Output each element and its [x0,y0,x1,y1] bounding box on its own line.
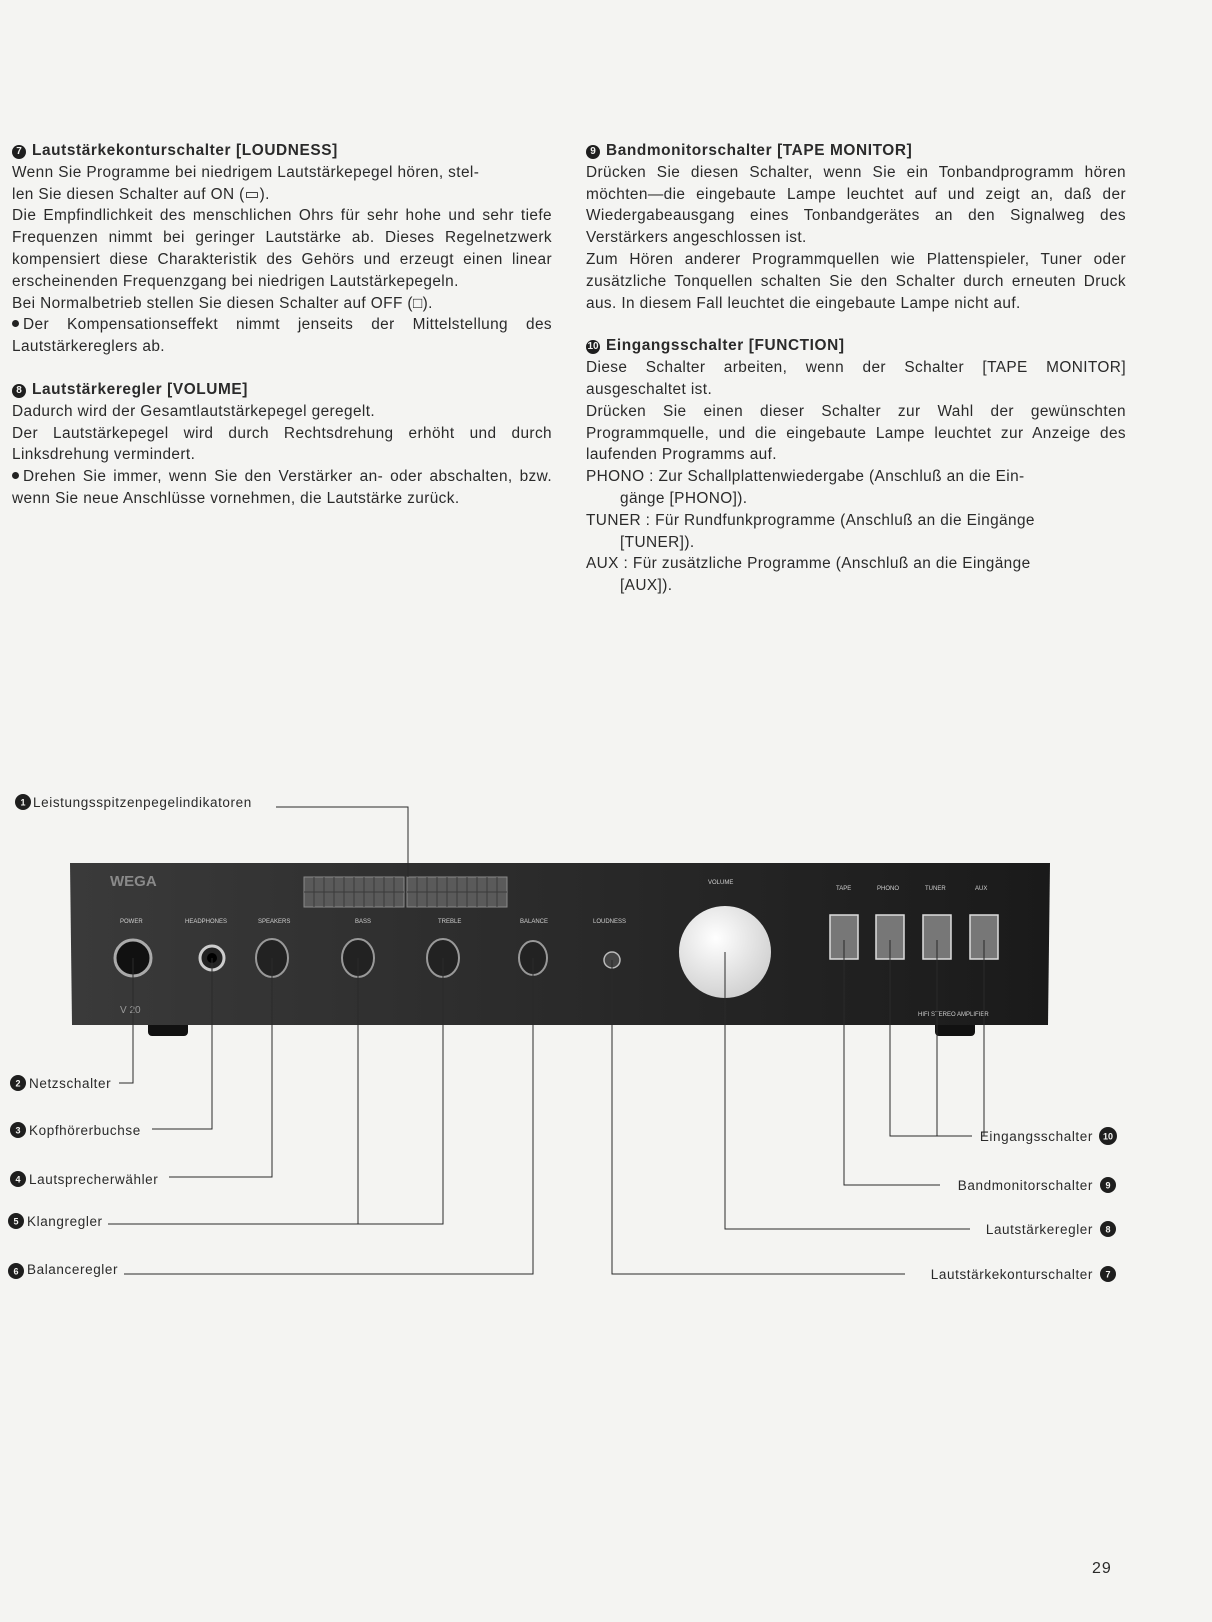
paragraph: Zum Hören anderer Programmquellen wie Plattenspieler, Tuner oder zusätzliche Tonquellen schalten Sie den Schalter durch erneuten Druck aus. In diesem Fall leuchtet die eingebaute Lampe nicht auf. [586,250,1126,312]
heading-tag: [TAPE MONITOR] [777,142,913,159]
callout-number: 6 [13,1266,19,1277]
item-text: Für Rundfunkprogramme (Anschluß an die Eingänge [655,511,1035,529]
bullet-icon [12,320,19,327]
callout-8 [986,1221,1116,1237]
item-text: Für zusätzliche Programme (Anschluß an die Eingänge [632,555,1031,573]
function-item-phono [586,466,1126,488]
bullet-text: Drehen Sie immer, wenn Sie den Verstärker an- oder abschalten, bzw. wenn Sie neue Anschlüsse vornehmen, die Lautstärke zurück. [12,468,552,507]
callout-5 [8,1213,103,1229]
model-label: V 20 [120,1005,141,1016]
heading-tag: [LOUDNESS] [236,142,338,159]
callout-2 [10,1075,111,1091]
panel-label-volume: VOLUME [708,880,734,886]
paragraph: len Sie diesen Schalter auf ON (▭). [12,185,270,203]
callout-label: Eingangsschalter [979,1129,1093,1144]
callout-number: 7 [1105,1269,1111,1280]
panel-badge: HIFI STEREO AMPLIFIER [918,1012,989,1018]
callout-10 [980,1127,1117,1145]
callout-label: Kopfhörerbuchse [29,1123,141,1138]
callout-number: 9 [1105,1180,1111,1191]
heading-tag: [VOLUME] [167,380,248,398]
panel-label-treble: TREBLE [438,919,462,925]
panel-label-phono: PHONO [877,886,900,892]
section-heading [12,140,552,162]
item-continuation: [AUX]). [620,577,673,595]
callout-1 [15,794,252,810]
bullet-text: Der Kompensationseffekt nimmt jenseits der Mittelstellung des Lautstärkereglers ab. [12,316,552,356]
panel-label-loudness: LOUDNESS [593,919,627,925]
heading-title: Eingangsschalter [606,337,744,355]
panel-label-tape: TAPE [836,886,852,892]
paragraph: Wenn Sie Programme bei niedrigem Lautstärkepegel hören, stel- [12,163,480,181]
right-column [586,140,1126,618]
item-text: Zur Schallplattenwiedergabe (Anschluß an die Ein- [658,468,1025,486]
item-continuation: gänge [PHONO]). [620,489,748,507]
callout-number: 4 [15,1174,21,1185]
item-key: TUNER : [586,511,651,529]
item-key: PHONO : [586,468,654,486]
function-item-tuner [586,510,1126,532]
paragraph: Drücken Sie diesen Schalter, wenn Sie ein Tonbandprogramm hören möchten—die eingebaute Lampe leuchtet auf und zeigt an, daß der Wiedergabeausgang eines Tonbandgerätes an den Signalweg des Verstärkers angeschlossen ist. [586,163,1126,247]
heading-title: Lautstärkekonturschalter [32,142,232,159]
callout-label: Netzschalter [29,1076,112,1091]
callout-number: 5 [13,1216,19,1227]
item-number: 7 [12,145,26,159]
section-heading [586,335,1126,357]
panel-label-aux: AUX [975,886,988,892]
callout-number: 10 [1102,1131,1114,1142]
paragraph: Die Empfindlichkeit des menschlichen Ohrs für sehr hohe und sehr tiefe Frequenzen nimmt bei geringer Lautstärke ab. Dieses Regelnetzwerk kompensiert diese Charakteristik des Gehörs und erzeugt einen linear erscheinenden Frequenzgang bei niedrigen Lautstärkepegeln. [12,207,552,290]
bullet-paragraph [12,466,552,510]
heading-tag: [FUNCTION] [748,337,845,355]
paragraph: Bei Normalbetrieb stellen Sie diesen Schalter auf OFF (□). [12,294,433,312]
page-number: 29 [1092,1560,1112,1577]
panel-label-tuner: TUNER [925,886,946,892]
item-continuation: [TUNER]). [620,533,695,551]
callout-label: Lautstärkekonturschalter [930,1267,1093,1282]
paragraph: Dadurch wird der Gesamtlautstärkepegel geregelt. [12,402,376,420]
item-key: AUX : [586,555,629,573]
section-heading [12,379,552,401]
panel-label-headphones: HEADPHONES [185,919,228,925]
function-item-aux [586,553,1126,575]
paragraph: Der Lautstärkepegel wird durch Rechtsdrehung erhöht und durch Linksdrehung vermindert. [12,424,552,464]
panel-label-speakers: SPEAKERS [258,919,291,925]
callout-3 [10,1122,141,1138]
item-number: 10 [587,341,599,353]
bullet-paragraph [12,314,552,358]
heading-title: Bandmonitorschalter [606,142,773,159]
bullet-icon [12,472,19,479]
panel-label-balance: BALANCE [520,919,549,925]
callout-9 [958,1177,1116,1193]
panel-label-bass: BASS [355,919,372,925]
callout-number: 3 [15,1125,21,1136]
panel-label-power: POWER [120,919,143,925]
item-number: 9 [586,145,600,159]
section-volume [12,379,552,510]
callout-label: Lautsprecherwähler [29,1172,159,1187]
callout-label: Leistungsspitzenpegelindikatoren [33,795,252,810]
amplifier-figure [0,780,1212,1300]
brand-logo: WEGA [110,873,157,890]
item-number: 8 [12,384,26,398]
callout-label: Klangregler [27,1214,103,1229]
callout-label: Bandmonitorschalter [957,1178,1093,1193]
callout-number: 8 [1105,1224,1111,1235]
callout-label: Lautstärkeregler [985,1222,1093,1237]
section-heading [586,140,1126,162]
left-column [12,140,552,531]
paragraph: Drücken Sie einen dieser Schalter zur Wahl der gewünschten Programmquelle, und die eingebaute Lampe leuchtet zur Anzeige des laufenden Programms auf. [586,402,1126,464]
section-tape-monitor [586,140,1126,314]
section-function [586,335,1126,597]
heading-title: Lautstärkeregler [32,380,163,398]
callout-7 [931,1266,1116,1282]
callout-4 [10,1171,158,1187]
callout-6 [8,1262,118,1279]
paragraph: Diese Schalter arbeiten, wenn der Schalter [TAPE MONITOR] ausgeschaltet ist. [586,359,1126,398]
callout-number: 1 [20,797,26,808]
callout-number: 2 [15,1078,21,1089]
callout-label: Balanceregler [27,1262,119,1277]
section-loudness [12,140,552,358]
